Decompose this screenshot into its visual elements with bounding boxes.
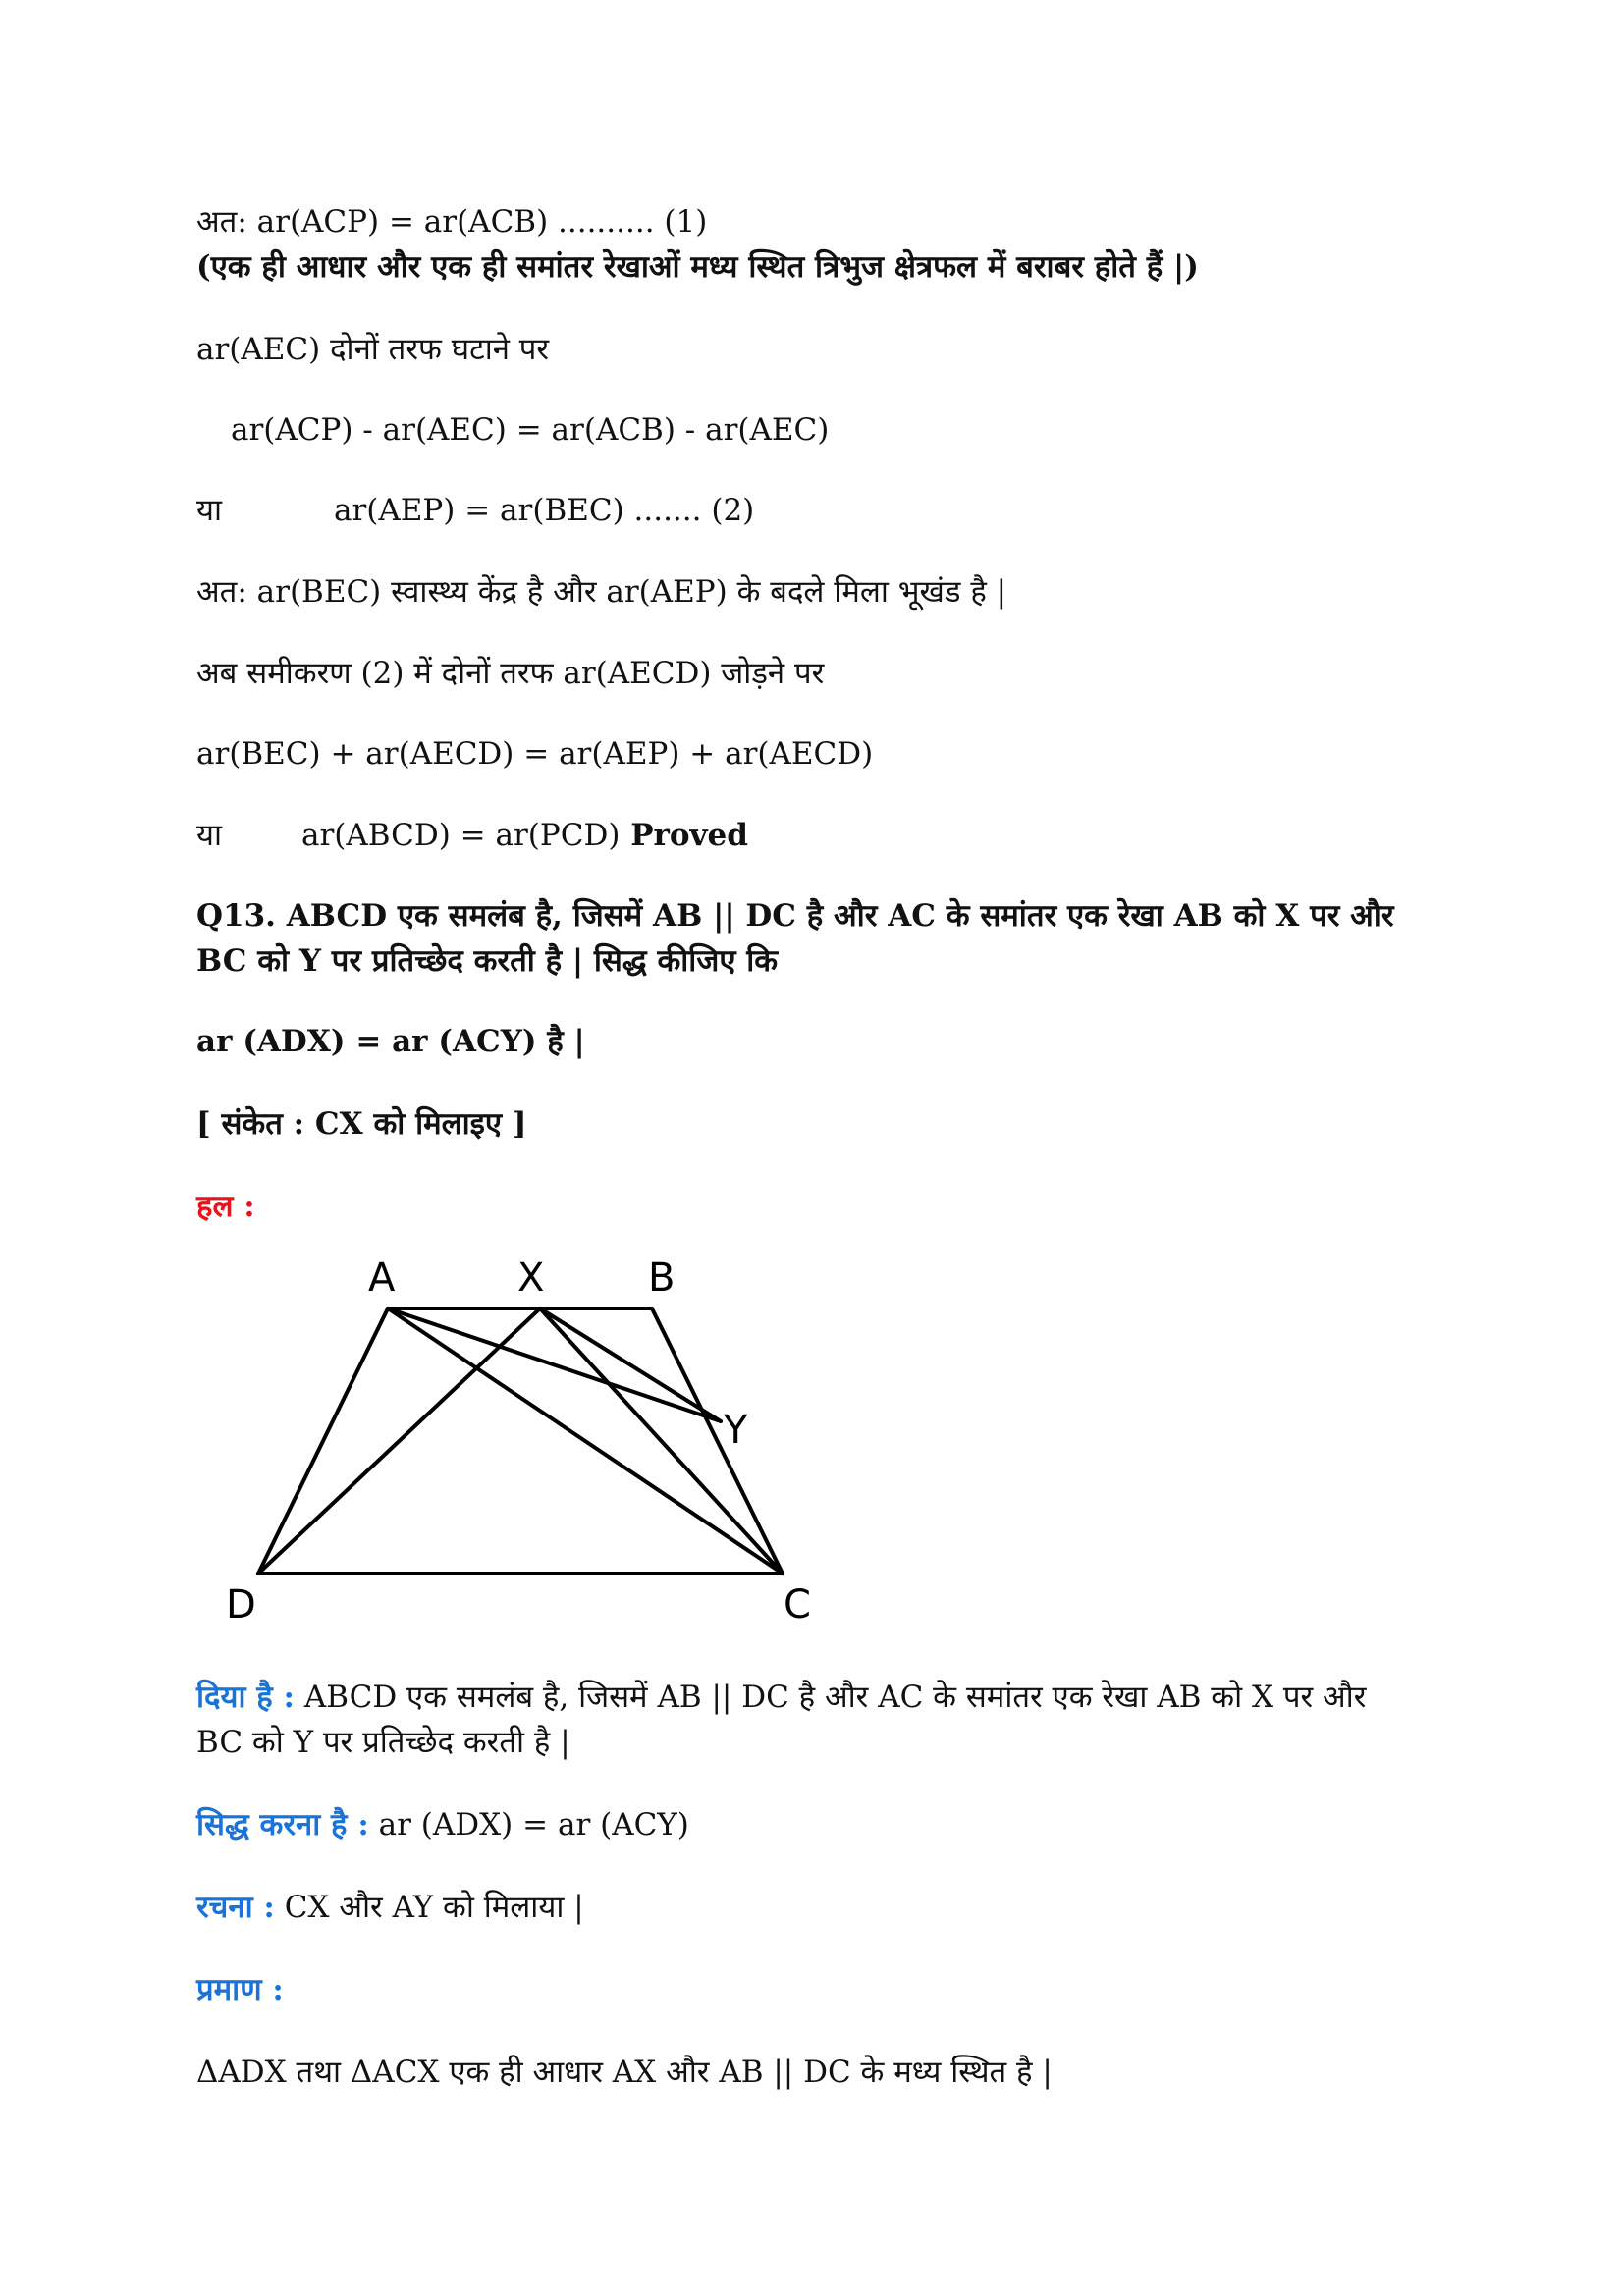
trapezium-figure bbox=[211, 1242, 859, 1634]
given-text: ABCD एक समलंब है, जिसमें AB || DC है और AC के समांतर एक रेखा AB को X पर और bbox=[295, 1680, 1367, 1715]
to-prove-text: ar (ADX) = ar (ACY) bbox=[368, 1807, 689, 1842]
label-X: X bbox=[517, 1255, 545, 1301]
label-A: A bbox=[368, 1255, 396, 1301]
segment-XD bbox=[258, 1308, 540, 1574]
construction-text: CX और AY को मिलाया | bbox=[274, 1890, 584, 1925]
label-C: C bbox=[784, 1582, 811, 1628]
proof-label: प्रमाण : bbox=[196, 1972, 284, 2007]
line-conclusion: अत: ar(BEC) स्वास्थ्य केंद्र है और ar(AEP) के बदले मिला भूखंड है | bbox=[196, 574, 1007, 610]
line-subtract: ar(AEC) दोनों तरफ घटाने पर bbox=[196, 332, 550, 367]
solution-heading: हल : bbox=[196, 1189, 255, 1224]
to-prove-line bbox=[196, 1805, 689, 1844]
line-area-equation-1: अत: ar(ACP) = ar(ACB) .......... (1) bbox=[196, 204, 708, 240]
given-label: दिया है : bbox=[196, 1680, 295, 1715]
proved-equation: ar(ABCD) = ar(PCD) Proved bbox=[301, 818, 748, 853]
ya-word: या bbox=[196, 493, 223, 528]
equation-2-text: ar(AEP) = ar(BEC) ....... (2) bbox=[334, 493, 755, 528]
to-prove-label: सिद्ध करना है : bbox=[196, 1807, 369, 1842]
label-D: D bbox=[226, 1582, 256, 1628]
line-add: अब समीकरण (2) में दोनों तरफ ar(AECD) जोड़ने पर bbox=[196, 656, 825, 691]
construction-line bbox=[196, 1888, 584, 1927]
question-statement: ar (ADX) = ar (ACY) है | bbox=[196, 1024, 585, 1059]
proved-word: Proved bbox=[620, 818, 748, 853]
line-add-equation: ar(BEC) + ar(AECD) = ar(AEP) + ar(AECD) bbox=[196, 736, 874, 772]
line-equation-2 bbox=[196, 491, 755, 530]
given-line-2: BC को Y पर प्रतिच्छेद करती है | bbox=[196, 1725, 570, 1760]
label-B: B bbox=[648, 1255, 676, 1301]
question-hint: [ संकेत : CX को मिलाइए ] bbox=[196, 1106, 527, 1142]
segment-BC bbox=[652, 1308, 783, 1574]
label-Y: Y bbox=[724, 1408, 748, 1453]
question-line-2: BC को Y पर प्रतिच्छेद करती है | सिद्ध कीजिए कि bbox=[196, 943, 779, 979]
line-proved bbox=[196, 816, 748, 855]
proof-line-1: ΔADX तथा ΔACX एक ही आधार AX और AB || DC के मध्य स्थित है | bbox=[196, 2055, 1053, 2090]
line-reason: (एक ही आधार और एक ही समांतर रेखाओं मध्य स्थित त्रिभुज क्षेत्रफल में बराबर होते हैं |) bbox=[196, 249, 1199, 285]
segment-AD bbox=[258, 1308, 388, 1574]
construction-label: रचना : bbox=[196, 1890, 275, 1925]
question-line-1: Q13. ABCD एक समलंब है, जिसमें AB || DC है और AC के समांतर एक रेखा AB को X पर और bbox=[196, 898, 1394, 934]
given-line-1 bbox=[196, 1678, 1366, 1717]
line-subtract-equation: ar(ACP) - ar(AEC) = ar(ACB) - ar(AEC) bbox=[231, 412, 830, 448]
ya-word: या bbox=[196, 818, 223, 853]
